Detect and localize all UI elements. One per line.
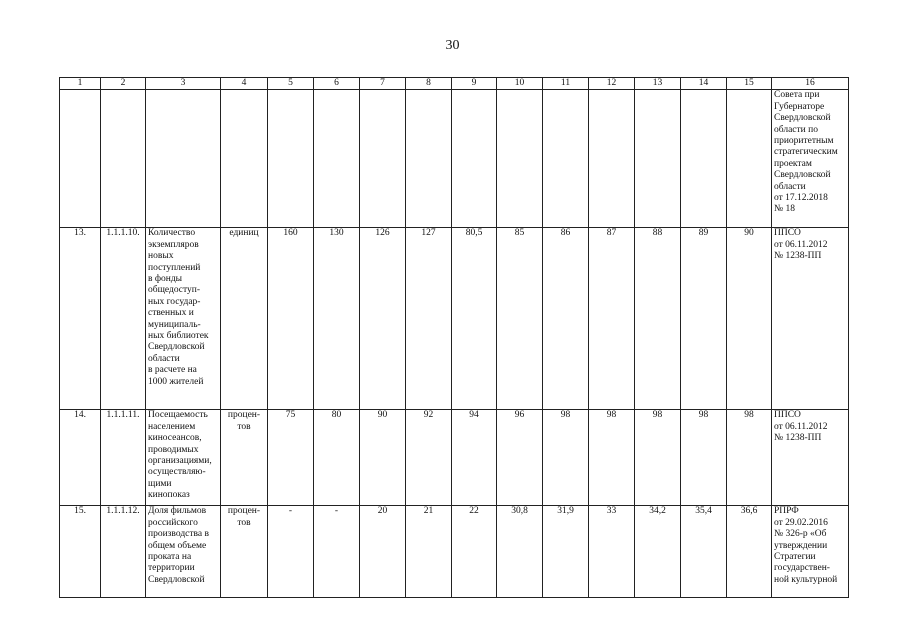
code-cell: 1.1.1.12. xyxy=(101,506,146,598)
row-number-cell: 15. xyxy=(60,506,101,598)
table-row xyxy=(60,410,849,506)
header-cell: 9 xyxy=(452,78,497,90)
value-cell: 80 xyxy=(314,410,360,506)
value-cell: 22 xyxy=(452,506,497,598)
value-cell: 88 xyxy=(635,228,681,410)
indicator-name-cell: Посещаемость населением киносеансов, проводимых организациями, осуществляю- щими кинопоказ xyxy=(146,410,221,506)
value-cell: 85 xyxy=(497,228,543,410)
value-cell xyxy=(314,90,360,228)
value-cell: 126 xyxy=(360,228,406,410)
value-cell: 94 xyxy=(452,410,497,506)
value-cell: 30,8 xyxy=(497,506,543,598)
value-cell: 90 xyxy=(360,410,406,506)
value-cell: 98 xyxy=(635,410,681,506)
header-cell: 7 xyxy=(360,78,406,90)
value-cell: 98 xyxy=(543,410,589,506)
value-cell: 35,4 xyxy=(681,506,727,598)
header-cell: 5 xyxy=(268,78,314,90)
value-cell: - xyxy=(268,506,314,598)
indicator-table xyxy=(59,77,849,598)
header-cell: 6 xyxy=(314,78,360,90)
value-cell xyxy=(406,90,452,228)
header-cell: 11 xyxy=(543,78,589,90)
header-cell: 1 xyxy=(60,78,101,90)
source-cell: РПРФ от 29.02.2016 № 326-р «Об утверждении Стратегии государствен- ной культурной xyxy=(772,506,849,598)
value-cell: 36,6 xyxy=(727,506,772,598)
row-number-cell: 14. xyxy=(60,410,101,506)
value-cell xyxy=(360,90,406,228)
value-cell xyxy=(589,90,635,228)
table-header-row xyxy=(60,78,849,90)
header-cell: 13 xyxy=(635,78,681,90)
value-cell: 33 xyxy=(589,506,635,598)
source-cell: ППСО от 06.11.2012 № 1238-ПП xyxy=(772,410,849,506)
indicator-name-cell xyxy=(146,90,221,228)
header-cell: 2 xyxy=(101,78,146,90)
source-cell: Совета при Губернаторе Свердловской области по приоритетным стратегическим проектам Свердловской области от 17.12.2018 № 18 xyxy=(772,90,849,228)
code-cell xyxy=(101,90,146,228)
value-cell: 98 xyxy=(681,410,727,506)
value-cell xyxy=(727,90,772,228)
table-row xyxy=(60,506,849,598)
table-row xyxy=(60,228,849,410)
value-cell xyxy=(497,90,543,228)
value-cell xyxy=(268,90,314,228)
indicator-name-cell: Количество экземпляров новых поступлений в фонды общедоступ- ных государ- ственных и муниципаль- ных библиотек Свердловской области в расчете на 1000 жителей xyxy=(146,228,221,410)
value-cell: 96 xyxy=(497,410,543,506)
value-cell: 130 xyxy=(314,228,360,410)
value-cell: 98 xyxy=(727,410,772,506)
row-number-cell: 13. xyxy=(60,228,101,410)
unit-cell: процен- тов xyxy=(221,506,268,598)
value-cell: 21 xyxy=(406,506,452,598)
value-cell: - xyxy=(314,506,360,598)
value-cell: 98 xyxy=(589,410,635,506)
code-cell: 1.1.1.10. xyxy=(101,228,146,410)
header-cell: 4 xyxy=(221,78,268,90)
value-cell: 80,5 xyxy=(452,228,497,410)
row-number-cell xyxy=(60,90,101,228)
value-cell: 160 xyxy=(268,228,314,410)
value-cell: 87 xyxy=(589,228,635,410)
page-number: 30 xyxy=(445,38,460,53)
header-cell: 15 xyxy=(727,78,772,90)
header-cell: 3 xyxy=(146,78,221,90)
value-cell: 31,9 xyxy=(543,506,589,598)
table-row xyxy=(60,90,849,228)
value-cell: 89 xyxy=(681,228,727,410)
value-cell: 34,2 xyxy=(635,506,681,598)
code-cell: 1.1.1.11. xyxy=(101,410,146,506)
unit-cell: единиц xyxy=(221,228,268,410)
value-cell: 127 xyxy=(406,228,452,410)
value-cell xyxy=(543,90,589,228)
unit-cell xyxy=(221,90,268,228)
value-cell: 20 xyxy=(360,506,406,598)
value-cell: 75 xyxy=(268,410,314,506)
unit-cell: процен- тов xyxy=(221,410,268,506)
value-cell: 90 xyxy=(727,228,772,410)
value-cell xyxy=(681,90,727,228)
value-cell xyxy=(452,90,497,228)
header-cell: 10 xyxy=(497,78,543,90)
header-cell: 16 xyxy=(772,78,849,90)
header-cell: 14 xyxy=(681,78,727,90)
header-cell: 8 xyxy=(406,78,452,90)
value-cell xyxy=(635,90,681,228)
value-cell: 86 xyxy=(543,228,589,410)
indicator-name-cell: Доля фильмов российского производства в общем объеме проката на территории Свердловской xyxy=(146,506,221,598)
source-cell: ППСО от 06.11.2012 № 1238-ПП xyxy=(772,228,849,410)
header-cell: 12 xyxy=(589,78,635,90)
value-cell: 92 xyxy=(406,410,452,506)
